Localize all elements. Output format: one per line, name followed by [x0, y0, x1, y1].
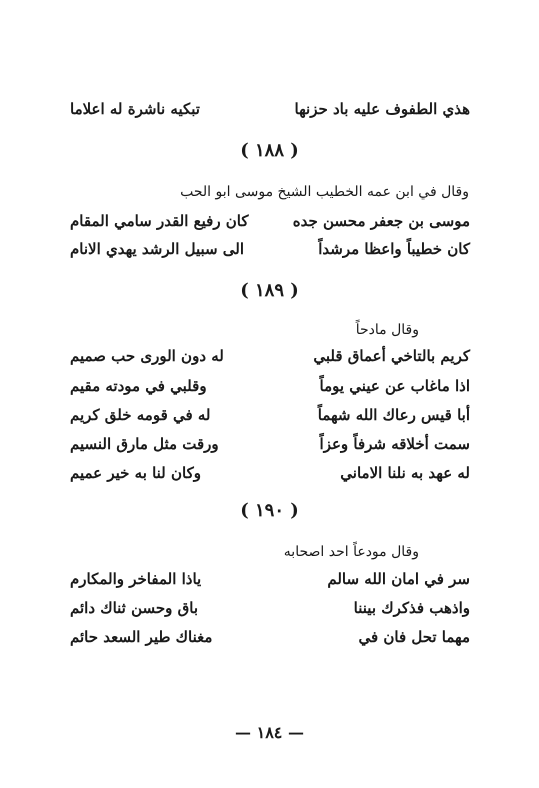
- verse: [70, 238, 470, 260]
- verse-first-hemistich: سر في امان الله سالم: [327, 570, 470, 588]
- verse-second-hemistich: كان رفيع القدر سامي المقام: [70, 212, 249, 230]
- verse-first-hemistich: موسى بن جعفر محسن جده: [292, 212, 470, 230]
- poem-number: ( ١٨٨ ): [240, 140, 299, 161]
- verse-first-hemistich: اذا ماغاب عن عيني يوماً: [319, 377, 470, 395]
- poem-intro: وقال مودعاً احد اصحابه: [283, 544, 419, 560]
- verse-first-hemistich: أبا قيس رعاك الله شهماً: [317, 406, 470, 424]
- verse-second-hemistich: تبكيه ناشرة له اعلاما: [70, 100, 200, 118]
- top-verse: [70, 98, 470, 120]
- verse-first-hemistich: هذي الطفوف عليه باد حزنها: [294, 100, 470, 118]
- verse: [70, 404, 470, 426]
- verse-second-hemistich: وقلبي في مودته مقيم: [70, 377, 207, 395]
- verse-first-hemistich: مهما تحل فان في: [358, 628, 470, 646]
- verse: [70, 626, 470, 648]
- verse-second-hemistich: ورقت مثل مارق النسيم: [70, 435, 219, 453]
- verse: [70, 345, 470, 367]
- verse-second-hemistich: الى سبيل الرشد يهدي الانام: [70, 240, 245, 258]
- verse-first-hemistich: كان خطيباً واعظا مرشداً: [318, 240, 470, 258]
- verse-first-hemistich: له عهد به نلنا الاماني: [340, 464, 470, 482]
- verse: [70, 433, 470, 455]
- verse-second-hemistich: له في قومه خلق كريم: [70, 406, 211, 424]
- verse-second-hemistich: له دون الورى حب صميم: [70, 347, 224, 365]
- verse-first-hemistich: واذهب فذكرك بيننا: [353, 599, 470, 617]
- poem-number: ( ١٨٩ ): [240, 280, 299, 301]
- page-number: — ١٨٤ —: [235, 723, 304, 742]
- verse: [70, 597, 470, 619]
- verse-second-hemistich: ياذا المفاخر والمكارم: [70, 570, 202, 588]
- verse: [70, 568, 470, 590]
- poem-intro: وقال في ابن عمه الخطيب الشيخ موسى ابو الحب: [180, 184, 469, 200]
- verse: [70, 210, 470, 232]
- poem-intro: وقال مادحاً: [355, 322, 419, 338]
- verse: [70, 462, 470, 484]
- verse-first-hemistich: كريم بالتاخي أعماق قلبي: [313, 347, 470, 365]
- verse-second-hemistich: وكان لنا به خير عميم: [70, 464, 201, 482]
- verse-second-hemistich: مغناك طير السعد حائم: [70, 628, 213, 646]
- verse: [70, 375, 470, 397]
- verse-second-hemistich: باق وحسن ثناك دائم: [70, 599, 199, 617]
- verse-first-hemistich: سمت أخلاقه شرفاً وعزاً: [319, 435, 470, 453]
- poem-number: ( ١٩٠ ): [240, 500, 299, 521]
